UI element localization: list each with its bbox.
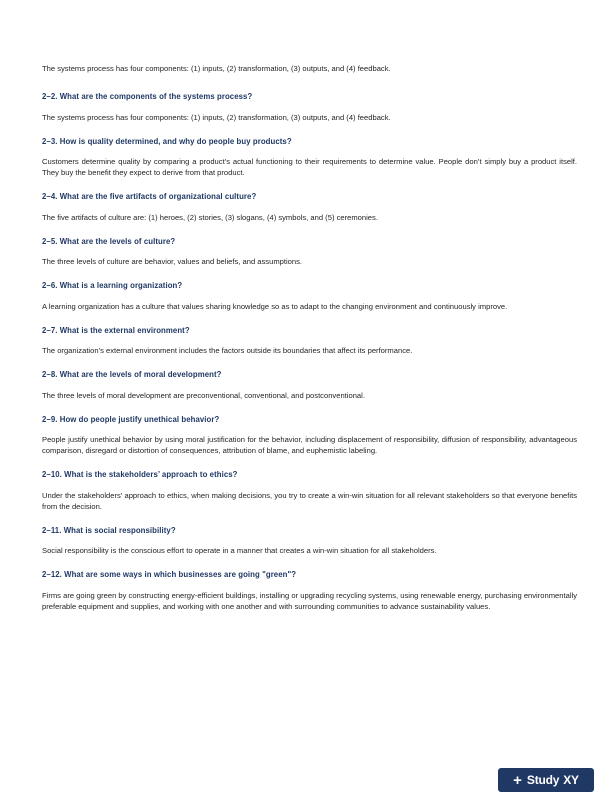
question-text: 2–7. What is the external environment? (42, 325, 190, 335)
qa-item (42, 526, 577, 557)
answer-text: The five artifacts of culture are: (1) heroes, (2) stories, (3) slogans, (4) symbols, and (5) ceremonies. (42, 212, 378, 222)
answer-text: People justify unethical behavior by using moral justification for the behavior, including displacement of responsibility, diffusion of responsibility, advantageous comparison, disregard or distortion of consequences, attribution of blame, and euphemistic labeling. (42, 435, 577, 456)
question-text: 2–6. What is a learning organization? (42, 281, 183, 291)
plus-icon: + (513, 771, 522, 789)
answer-text: Social responsibility is the conscious effort to operate in a manner that creates a win-win situation for all stakeholders. (42, 546, 437, 556)
qa-item (42, 370, 577, 401)
answer-text: The organization’s external environment includes the factors outside its boundaries that affect its performance. (42, 346, 413, 356)
qa-item (42, 192, 577, 223)
question-text: 2–4. What are the five artifacts of organizational culture? (42, 192, 257, 202)
question-text: 2–8. What are the levels of moral development? (42, 370, 222, 380)
qa-item (42, 470, 577, 512)
watermark-brand-primary: Study (526, 773, 560, 787)
question-text: 2–11. What is social responsibility? (42, 525, 176, 535)
question-text: 2–5. What are the levels of culture? (42, 236, 176, 246)
question-text: 2–10. What is the stakeholders’ approach to ethics? (42, 470, 238, 480)
question-text: 2–12. What are some ways in which businesses are going "green"? (42, 570, 297, 580)
answer-text: Under the stakeholders’ approach to ethics, when making decisions, you try to create a win-win situation for all relevant stakeholders so that everyone benefits from the decision. (42, 490, 577, 511)
qa-item (42, 237, 577, 268)
question-text: 2–9. How do people justify unethical behavior? (42, 414, 220, 424)
answer-text: Firms are going green by constructing energy-efficient buildings, installing or upgrading recycling systems, using renewable energy, purchasing environmentally preferable equipment and supplies, and working with one another and with surrounding communities to advance sustainability values. (42, 590, 577, 611)
qa-item (42, 570, 577, 612)
answer-text: The systems process has four components: (1) inputs, (2) transformation, (3) outputs, and (4) feedback. (42, 112, 391, 122)
lead-answer: The systems process has four components: (1) inputs, (2) transformation, (3) outputs, and (4) feedback. (42, 64, 391, 73)
qa-item (42, 92, 577, 123)
document-content (42, 63, 577, 626)
qa-item (42, 326, 577, 357)
answer-text: Customers determine quality by comparing a product’s actual functioning to their requirements to determine value. People don’t simply buy a product itself. They buy the benefit they expect to derive from that product. (42, 157, 577, 178)
studyxy-watermark (498, 768, 594, 792)
answer-text: The three levels of culture are behavior, values and beliefs, and assumptions. (42, 257, 303, 267)
question-text: 2–2. What are the components of the systems process? (42, 92, 253, 101)
qa-item (42, 281, 577, 312)
qa-item (42, 137, 577, 179)
qa-item (42, 415, 577, 457)
answer-text: A learning organization has a culture that values sharing knowledge so as to adapt to the changing environment and continuously improve. (42, 301, 508, 311)
question-text: 2–3. How is quality determined, and why do people buy products? (42, 136, 292, 146)
watermark-brand-secondary: XY (563, 773, 579, 787)
answer-text: The three levels of moral development are preconventional, conventional, and postconventional. (42, 390, 365, 400)
